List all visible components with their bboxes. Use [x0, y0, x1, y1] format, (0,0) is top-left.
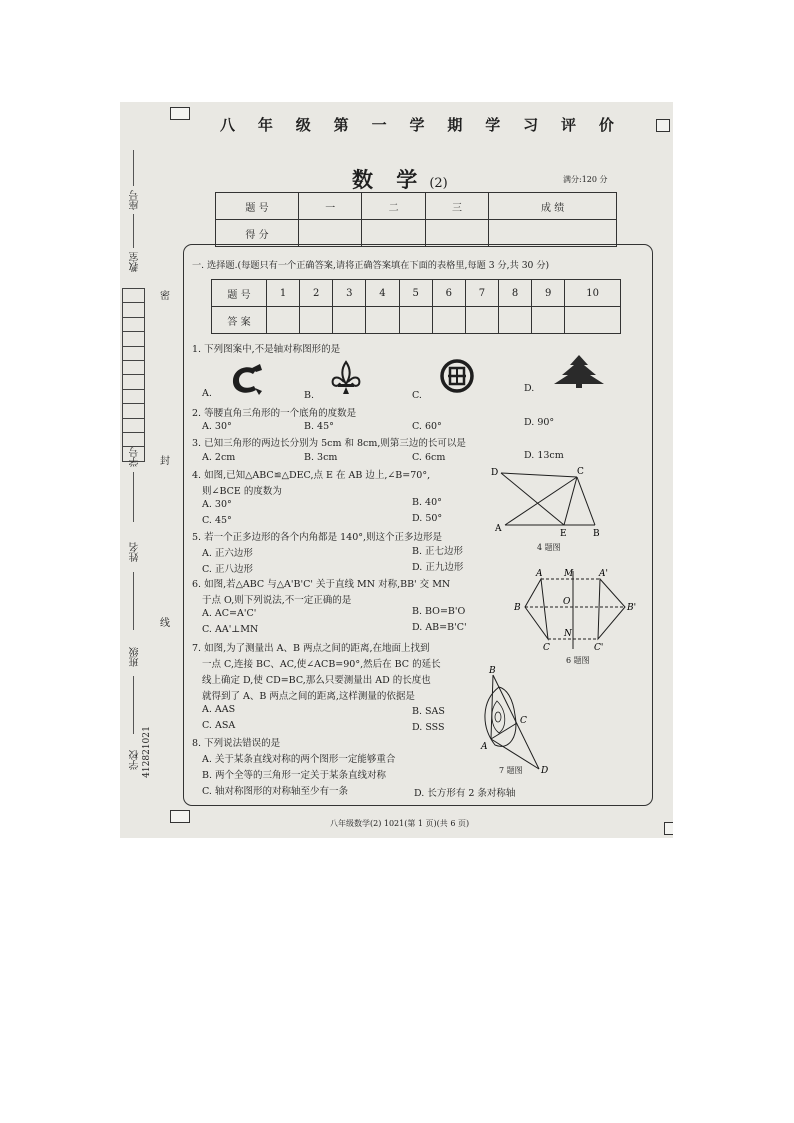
question-5-option-a: A. 正六边形 — [202, 548, 253, 559]
answer-cell[interactable] — [532, 307, 565, 334]
answer-table — [211, 279, 621, 334]
name-line — [133, 572, 134, 630]
question-5-option-d: D. 正九边形 — [412, 562, 464, 573]
subject-heading — [352, 164, 448, 194]
answer-number: 3 — [333, 280, 366, 307]
question-6-option-d: D. AB=B'C' — [412, 622, 467, 633]
score-header-cell: 题 号 — [216, 193, 299, 220]
fig6-label-m: M — [564, 569, 574, 579]
answer-number: 10 — [565, 280, 621, 307]
answer-number: 2 — [300, 280, 333, 307]
answer-cell[interactable] — [366, 307, 399, 334]
school-code-tail: 1 — [142, 726, 152, 732]
section-heading: 一. 选择题.(每题只有一个正确答案,请将正确答案填在下面的表格里,每题 3 分,共 30 分) — [192, 260, 550, 271]
student-no-boxes — [122, 288, 145, 462]
answer-row-label: 答 案 — [212, 307, 267, 334]
question-2-stem: 2. 等腰直角三角形的一个底角的度数是 — [192, 408, 357, 419]
fig4-label-e: E — [560, 529, 567, 537]
class-line — [133, 676, 134, 734]
corner-mark-bottom-left — [170, 810, 190, 823]
question-4-option-a: A. 30° — [202, 499, 232, 510]
score-cell[interactable] — [299, 220, 362, 247]
student-no-line — [133, 472, 134, 522]
question-4-stem-line2: 则∠BCE 的度数为 — [202, 486, 282, 497]
seat-line — [133, 150, 134, 186]
question-8-option-d: D. 长方形有 2 条对称轴 — [414, 788, 516, 799]
corner-mark-top-right — [656, 119, 670, 132]
fig6-label-b-prime: B' — [627, 603, 637, 613]
dragon-pattern-icon — [226, 362, 268, 398]
question-8-option-b: B. 两个全等的三角形一定关于某条直线对称 — [202, 770, 387, 781]
answer-cell[interactable] — [300, 307, 333, 334]
section-choice — [183, 244, 653, 806]
question-1-option-c: C. — [412, 390, 422, 401]
question-2-option-b: B. 45° — [304, 421, 334, 432]
figure-7-pond-measurement — [477, 665, 587, 775]
answer-number: 7 — [465, 280, 498, 307]
answer-number: 6 — [432, 280, 465, 307]
fig6-label-n: N — [564, 629, 572, 639]
exam-paper-photo — [120, 102, 673, 838]
answer-number: 8 — [498, 280, 531, 307]
question-5-option-b: B. 正七边形 — [412, 546, 464, 557]
score-header-cell: 成 绩 — [489, 193, 617, 220]
fig4-label-c: C — [577, 467, 584, 477]
title-char: 年 — [257, 116, 274, 134]
question-7-option-d: D. SSS — [412, 722, 445, 733]
question-7-option-b: B. SAS — [412, 706, 445, 717]
corner-mark-bottom-right — [664, 822, 673, 835]
answer-number: 5 — [399, 280, 432, 307]
school-label: 学校 — [130, 750, 141, 770]
answer-cell[interactable] — [565, 307, 621, 334]
question-7-option-c: C. ASA — [202, 720, 236, 731]
score-cell[interactable] — [425, 220, 488, 247]
title-char: 学 — [409, 116, 426, 134]
score-table — [215, 192, 617, 247]
fig6-label-c-prime: C' — [594, 643, 604, 653]
question-6-stem: 6. 如图,若△ABC 与△A'B'C' 关于直线 MN 对称,BB' 交 MN — [192, 579, 451, 590]
answer-cell[interactable] — [498, 307, 531, 334]
question-3-option-b: B. 3cm — [304, 452, 338, 463]
paper-number: (2) — [429, 176, 448, 191]
score-cell[interactable] — [362, 220, 425, 247]
score-header-cell: 三 — [425, 193, 488, 220]
fig6-label-o: O — [563, 597, 571, 607]
question-1-option-a: A. — [202, 388, 212, 399]
figure-4-caption: 4 题图 — [537, 543, 561, 552]
question-1-stem: 1. 下列图案中,不是轴对称图形的是 — [192, 344, 341, 355]
question-8-option-c: C. 轴对称图形的对称轴至少有一条 — [202, 786, 348, 797]
fig7-label-d: D — [541, 766, 549, 775]
room-label: 教室 — [130, 252, 141, 272]
full-mark: 满分:120 分 — [563, 175, 608, 184]
subject-name: 数 学 — [352, 167, 426, 192]
question-7-stem-line3: 线上确定 D,使 CD=BC,那么只要测量出 AD 的长度也 — [202, 675, 431, 686]
title-char: 八 — [220, 116, 237, 134]
fig6-label-c: C — [543, 643, 550, 653]
question-5-stem: 5. 若一个正多边形的各个内角都是 140°,则这个正多边形是 — [192, 532, 443, 543]
figure-4-triangles — [489, 465, 609, 537]
answer-number: 4 — [366, 280, 399, 307]
answer-number: 1 — [267, 280, 300, 307]
question-4-option-b: B. 40° — [412, 497, 442, 508]
seal-mi: 密 — [160, 291, 170, 302]
question-6-option-b: B. BO=B'O — [412, 606, 466, 617]
corner-mark-top-left — [170, 107, 190, 120]
question-4-option-d: D. 50° — [412, 513, 443, 524]
question-4-stem: 4. 如图,已知△ABC≌△DEC,点 E 在 AB 边上,∠B=70°, — [192, 470, 431, 481]
title-char: 一 — [371, 116, 388, 134]
name-label: 姓名 — [130, 542, 141, 562]
fig4-label-b: B — [593, 529, 600, 537]
title-char: 期 — [447, 116, 464, 134]
school-code: 41282102 — [142, 732, 152, 778]
question-4-option-c: C. 45° — [202, 515, 232, 526]
score-header-cell: 二 — [362, 193, 425, 220]
title-char: 级 — [295, 116, 312, 134]
bank-coin-logo-icon — [439, 358, 475, 394]
question-1-option-b: B. — [304, 390, 315, 401]
fig7-label-c: C — [520, 716, 527, 726]
question-6-option-c: C. AA'⊥MN — [202, 624, 259, 635]
fig4-label-a: A — [495, 524, 502, 534]
fig4-label-d: D — [491, 468, 499, 478]
question-1-option-d: D. — [524, 383, 535, 394]
fig6-label-a: A — [536, 569, 543, 579]
question-7-option-a: A. AAS — [202, 704, 236, 715]
title-char: 价 — [598, 116, 615, 134]
figure-6-caption: 6 题图 — [566, 656, 590, 665]
question-3-option-a: A. 2cm — [202, 452, 236, 463]
question-2-option-c: C. 60° — [412, 421, 442, 432]
figure-7-caption: 7 题图 — [499, 766, 523, 775]
fig6-label-a-prime: A' — [599, 569, 608, 579]
answer-cell[interactable] — [399, 307, 432, 334]
fig6-label-b: B — [514, 603, 521, 613]
title-char: 评 — [561, 116, 578, 134]
answer-cell[interactable] — [465, 307, 498, 334]
answer-header-label: 题 号 — [212, 280, 267, 307]
room-line — [133, 214, 134, 248]
fig7-label-a: A — [481, 742, 488, 752]
question-2-option-d: D. 90° — [524, 417, 555, 428]
score-row-label: 得 分 — [216, 220, 299, 247]
title-char: 学 — [485, 116, 502, 134]
score-header-cell: 一 — [299, 193, 362, 220]
pine-tree-icon — [546, 353, 612, 389]
seal-xian: 线 — [160, 618, 170, 629]
figure-6-symmetric-triangles — [514, 565, 654, 655]
title-char: 第 — [333, 116, 350, 134]
seal-feng: 封 — [160, 456, 170, 467]
question-6-stem-line2: 于点 O,则下列说法,不一定正确的是 — [202, 595, 352, 606]
score-cell[interactable] — [489, 220, 617, 247]
student-no-label: 学号 — [130, 447, 141, 467]
question-8-option-a: A. 关于某条直线对称的两个图形一定能够重合 — [202, 754, 396, 765]
answer-cell[interactable] — [333, 307, 366, 334]
question-3-stem: 3. 已知三角形的两边长分别为 5cm 和 8cm,则第三边的长可以是 — [192, 438, 466, 449]
question-2-option-a: A. 30° — [202, 421, 232, 432]
class-label: 班级 — [130, 647, 141, 667]
answer-number: 9 — [532, 280, 565, 307]
seat-label: 座号 — [130, 190, 141, 210]
question-7-stem: 7. 如图,为了测量出 A、B 两点之间的距离,在地面上找到 — [192, 643, 430, 654]
exam-title — [220, 114, 615, 135]
fig7-label-b: B — [489, 666, 496, 676]
fleur-de-lis-icon — [329, 360, 363, 396]
question-8-stem: 8. 下列说法错误的是 — [192, 738, 281, 749]
question-6-option-a: A. AC=A'C' — [202, 608, 257, 619]
answer-cell[interactable] — [432, 307, 465, 334]
question-5-option-c: C. 正八边形 — [202, 564, 253, 575]
answer-cell[interactable] — [267, 307, 300, 334]
question-3-option-c: C. 6cm — [412, 452, 446, 463]
page-footer: 八年级数学(2) 1021(第 1 页)(共 6 页) — [330, 819, 470, 828]
question-7-stem-line2: 一点 C,连接 BC、AC,使∠ACB=90°,然后在 BC 的延长 — [202, 659, 441, 670]
question-3-option-d: D. 13cm — [524, 450, 564, 461]
question-7-stem-line4: 就得到了 A、B 两点之间的距离,这样测量的依据是 — [202, 691, 415, 702]
title-char: 习 — [523, 116, 540, 134]
